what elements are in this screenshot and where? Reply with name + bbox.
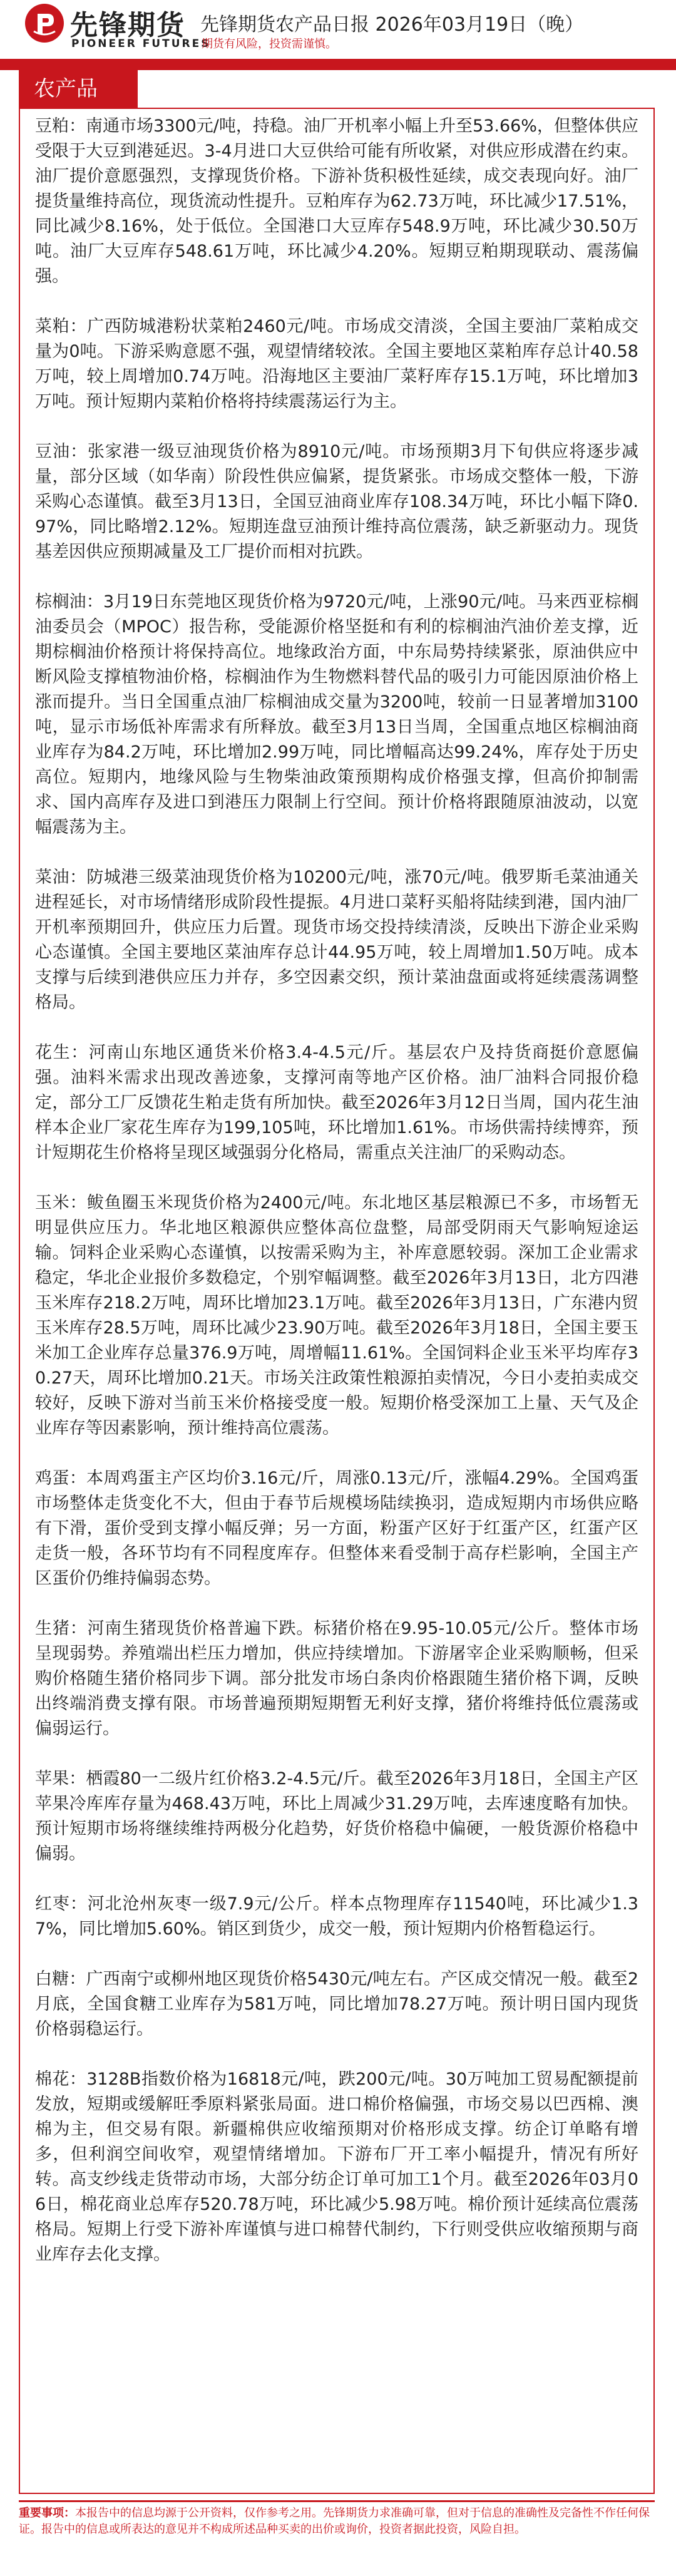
paragraph-label: 苹果： [35, 1769, 86, 1788]
disclaimer-label: 重要事项： [19, 2507, 75, 2520]
paragraph-text: 本周鸡蛋主产区均价3.16元/斤，周涨0.13元/斤，涨幅4.29%。全国鸡蛋市场整体走货变化不大，但由于春节后规模场陆续换羽，造成短期内市场供应略有下滑，蛋价受到支撑小幅反弹；另一方面，粉蛋产区好于红蛋产区，红蛋产区走货一般，各环节均有不同程度库存。但整体来看受制于高存栏影响，全国主产区蛋价仍维持偏弱态势。 [35, 1469, 638, 1588]
paragraph-label: 花生： [35, 1043, 89, 1062]
paragraph-text: 3128B指数价格为16818元/吨，跌200元/吨。30万吨加工贸易配额提前发放，短期或缓解旺季原料紧张局面。进口棉价格偏强，市场交易以巴西棉、澳棉为主，但交易有限。新疆棉供应收缩预期对价格形成支撑。纺企订单略有增多，但利润空间收窄，观望情绪增加。下游布厂开工率小幅提升，情况有所好转。高支纱线走货带动市场，大部分纺企订单可加工1个月。截至2026年03月06日，棉花商业总库存520.78万吨，环比减少5.98万吨。棉价预计延续高位震荡格局。短期上行受下游补库谨慎与进口棉替代制约，下行则受供应收缩预期与商业库存去化支撑。 [35, 2070, 639, 2264]
paragraph-text: 3月19日东莞地区现货价格为9720元/吨，上涨90元/吨。马来西亚棕榈油委员会（MPOC）报告称，受能源价格坚挺和有利的棕榈油汽油价差支撑，近期棕榈油价格预计将保持高位。地缘政治方面，中东局势持续紧张，原油供应中断风险支撑植物油价格，棕榈油作为生物燃料替代品的吸引力可能因原油价格上涨而提升。当日全国重点油厂棕榈油成交量为3200吨，较前一日显著增加3100吨，显示市场低补库需求有所释放。截至3月13日当周，全国重点地区棕榈油商业库存为84.2万吨，环比增加2.99万吨，同比增幅高达99.24%，库存处于历史高位。短期内，地缘风险与生物柴油政策预期构成价格强支撑，但高价抑制需求、国内高库存及进口到港压力限制上行空间。预计价格将跟随原油波动，以宽幅震荡为主。 [35, 592, 639, 837]
paragraph-text: 河北沧州灰枣一级7.9元/公斤。样本点物理库存11540吨，环比减少1.37%，同比增加5.60%。销区到货少，成交一般，预计短期内价格暂稳运行。 [35, 1894, 638, 1939]
paragraph-label: 豆粕： [35, 116, 86, 136]
logo-english-name: PIONEER FUTURES [71, 38, 211, 50]
paragraph-label: 棕榈油： [35, 592, 103, 612]
paragraph-text: 广西南宁或柳州地区现货价格5430元/吨左右。产区成交情况一般。截至2月底，全国食糖工业库存为581万吨，同比增加78.27万吨。预计明日国内现货价格弱稳运行。 [35, 1969, 638, 2039]
header-divider-band [0, 59, 676, 70]
paragraph-label: 玉米： [35, 1193, 88, 1213]
paragraph-text: 栖霞80一二级片红价格3.2-4.5元/斤。截至2026年3月18日，全国主产区苹果冷库库存量为468.43万吨，环比上周减少31.29万吨，去库速度略有加快。预计短期市场将继续维持两极分化趋势，好货价格稳中偏硬，一般货源价格稳中偏弱。 [35, 1769, 638, 1864]
footer-divider [19, 2500, 655, 2502]
paragraph-label: 鸡蛋： [35, 1469, 87, 1488]
paragraph-label: 棉花： [35, 2070, 87, 2089]
risk-slogan: 期货有风险，投资需谨慎。 [202, 38, 337, 51]
paragraph-label: 生猪： [35, 1619, 88, 1638]
paragraph-palm-oil [35, 590, 638, 840]
paragraph-corn [35, 1191, 638, 1441]
paragraph-label: 菜油： [35, 868, 87, 887]
paragraph-peanut [35, 1040, 638, 1166]
paragraph-soymeal [35, 114, 638, 289]
paragraph-eggs [35, 1466, 638, 1591]
paragraph-cotton [35, 2067, 638, 2267]
paragraph-label: 菜粕： [35, 317, 88, 336]
paragraph-soybean-oil [35, 439, 638, 565]
paragraph-apples [35, 1767, 638, 1867]
paragraph-text: 河南生猪现货价格普遍下跌。标猪价格在9.95-10.05元/公斤。整体市场呈现弱势。养殖端出栏压力增加，供应持续增加。下游屠宰企业采购顺畅，但采购价格随生猪价格同步下调。部分批发市场白条肉价格跟随生猪价格下调，反映出终端消费支撑有限。市场普遍预期短期暂无利好支撑，猪价将维持低位震荡或偏弱运行。 [35, 1619, 638, 1738]
paragraph-red-dates [35, 1892, 638, 1942]
paragraph-text: 鲅鱼圈玉米现货价格为2400元/吨。东北地区基层粮源已不多，市场暂无明显供应压力。华北地区粮源供应整体高位盘整，局部受阴雨天气影响短途运输。饲料企业采购心态谨慎，以按需采购为主，补库意愿较弱。深加工企业需求稳定，华北企业报价多数稳定，个别窄幅调整。截至2026年3月13日，北方四港玉米库存218.2万吨，周环比增加23.1万吨。截至2026年3月13日，广东港内贸玉米库存28.5万吨，周环比减少23.90万吨。截至2026年3月18日，全国主要玉米加工企业库存总量376.9万吨，周增幅11.61%。全国饲料企业玉米平均库存30.27天，周环比增加0.21天。市场关注政策性粮源拍卖情况，今日小麦拍卖成交较好，反映下游对当前玉米价格接受度一般。短期价格受深加工上量、天气及企业库存等因素影响，预计维持高位震荡。 [35, 1193, 639, 1438]
paragraph-sugar [35, 1967, 638, 2042]
paragraph-text: 河南山东地区通货米价格3.4-4.5元/斤。基层农户及持货商挺价意愿偏强。油料米需求出现改善迹象，支撑河南等地产区价格。油厂油料合同报价稳定，部分工厂反馈花生粕走货有所加快。截至2026年3月12日当周，国内花生油样本企业厂家花生库存为199,105吨，环比增加1.61%。市场供需持续博弈，预计短期花生价格将呈现区域强弱分化格局，需重点关注油厂的采购动态。 [35, 1043, 639, 1162]
paragraph-text: 广西防城港粉状菜粕2460元/吨。市场成交清淡，全国主要油厂菜粕成交量为0吨。下游采购意愿不强，观望情绪较浓。全国主要地区菜粕库存总计40.58万吨，较上周增加0.74万吨。沿海地区主要油厂菜籽库存15.1万吨，环比增加3万吨。预计短期内菜粕价格将持续震荡运行为主。 [35, 317, 639, 411]
paragraph-rapeseed-oil [35, 865, 638, 1015]
pioneer-logo-icon [25, 4, 64, 43]
paragraph-text: 张家港一级豆油现货价格为8910元/吨。市场预期3月下旬供应将逐步减量，部分区域（如华南）阶段性供应偏紧，提货紧张。市场成交整体一般，下游采购心态谨慎。截至3月13日，全国豆油商业库存108.34万吨，环比小幅下降0.97%，同比略增2.12%。短期连盘豆油预计维持高位震荡，缺乏新驱动力。现货基差因供应预期减量及工厂提价而相对抗跌。 [35, 442, 638, 562]
paragraph-rapeseed-meal [35, 314, 638, 414]
paragraph-label: 红枣： [35, 1894, 88, 1914]
section-title: 农产品 [19, 70, 138, 108]
disclaimer-text: 本报告中的信息均源于公开资料，仅作参考之用。先锋期货力求准确可靠，但对于信息的准确性及完备性不作任何保证。报告中的信息或所表达的意见并不构成所述品种买卖的出价或询价，投资者据此投资，风险自担。 [19, 2507, 650, 2536]
paragraph-text: 南通市场3300元/吨，持稳。油厂开机率小幅上升至53.66%，但整体供应受限于大豆到港延迟。3-4月进口大豆供给可能有所收紧，对供应形成潜在约束。油厂提价意愿强烈，支撑现货价格。下游补货积极性延续，成交表现向好。油厂提货量维持高位，现货流动性提升。豆粕库存为62.73万吨，环比减少17.51%，同比减少8.16%，处于低位。全国港口大豆库存548.9万吨，环比减少30.50万吨。油厂大豆库存548.61万吨，环比减少4.20%。短期豆粕期现联动、震荡偏强。 [35, 116, 639, 286]
logo-chinese-name: 先锋期货 [70, 9, 185, 41]
report-header [0, 0, 676, 58]
report-title: 先锋期货农产品日报 2026年03月19日（晚） [200, 14, 584, 36]
paragraph-text: 防城港三级菜油现货价格为10200元/吨，涨70元/吨。俄罗斯毛菜油通关进程延长，对市场情绪形成阶段性提振。4月进口菜籽买船将陆续到港，国内油厂开机率预期回升，供应压力后置。现货市场交投持续清淡，反映出下游企业采购心态谨慎。全国主要地区菜油库存总计44.95万吨，较上周增加1.50万吨。成本支撑与后续到港供应压力并存，多空因素交织，预计菜油盘面或将延续震荡调整格局。 [35, 868, 638, 1012]
paragraph-label: 白糖： [35, 1969, 86, 1989]
paragraph-label: 豆油： [35, 442, 88, 461]
disclaimer [19, 2505, 655, 2538]
report-content [19, 108, 655, 2494]
paragraph-hogs [35, 1616, 638, 1742]
